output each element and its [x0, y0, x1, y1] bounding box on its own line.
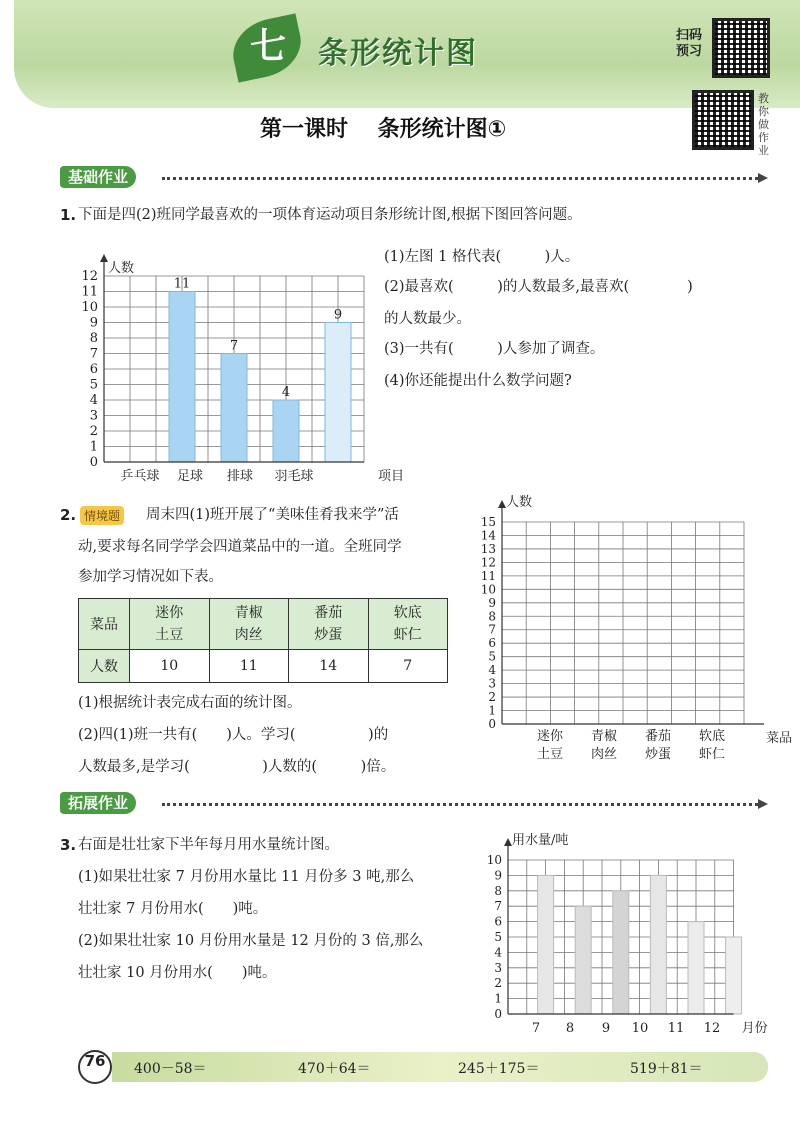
q3-prompt: 右面是壮壮家下半年每月用水量统计图。 — [78, 837, 339, 853]
y-axis-label: 人数 — [506, 495, 533, 510]
x-tick-label: 土豆 — [536, 747, 564, 762]
dish-table — [78, 598, 448, 683]
table-cell: 7 — [368, 650, 448, 683]
x-tick-label: 11 — [667, 1021, 685, 1036]
y-tick-label: 2 — [488, 690, 496, 705]
table-row-label: 人数 — [79, 650, 130, 683]
y-tick-label: 1 — [89, 439, 98, 455]
q2-line2: 动,要求每名同学学会四道菜品中的一道。全班同学 — [78, 539, 402, 555]
q1-sub3: (3)一共有( )人参加了调查。 — [384, 341, 605, 357]
x-axis-label: 项目 — [378, 469, 405, 484]
question-number: 3. — [60, 836, 77, 854]
q3-sub1a: (1)如果壮壮家 7 月份用水量比 11 月份多 3 吨,那么 — [78, 869, 415, 885]
y-axis-arrow — [504, 838, 512, 846]
y-tick-label: 6 — [488, 636, 496, 651]
scenario-tag: 情境题 — [80, 506, 124, 525]
bar — [169, 292, 195, 463]
question-number: 1. — [60, 206, 77, 224]
unit-number: 七 — [249, 26, 286, 67]
y-tick-label: 2 — [89, 424, 98, 439]
bar — [726, 937, 742, 1014]
x-tick-label: 肉丝 — [590, 747, 618, 762]
q2-sub1: (1)根据统计表完成右面的统计图。 — [78, 695, 302, 711]
bar — [688, 922, 704, 1014]
arrow-icon — [758, 173, 768, 183]
unit-title: 条形统计图 — [318, 36, 478, 71]
data-label: 11 — [173, 276, 191, 292]
chart-sports — [60, 230, 405, 492]
table-header: 菜品 — [79, 599, 130, 650]
data-label: 7 — [229, 338, 239, 354]
y-tick-label: 2 — [494, 976, 502, 991]
y-tick-label: 7 — [89, 346, 98, 362]
section-divider — [162, 803, 758, 806]
y-tick-label: 6 — [494, 914, 502, 929]
x-tick-label: 炒蛋 — [644, 747, 672, 762]
calc-item: 400－58＝ — [134, 1061, 207, 1077]
y-tick-label: 11 — [480, 568, 496, 583]
y-tick-label: 10 — [480, 582, 496, 597]
q2-sub2a: (2)四(1)班一共有( )人。学习( )的 — [78, 727, 389, 743]
table-cell: 番茄 炒蛋 — [289, 599, 369, 650]
calc-item: 245＋175＝ — [458, 1061, 540, 1077]
y-tick-label: 3 — [488, 676, 496, 691]
y-tick-label: 13 — [480, 541, 496, 556]
y-tick-label: 5 — [494, 930, 502, 944]
q2-line3: 参加学习情况如下表。 — [78, 569, 223, 585]
qr-code-icon-2[interactable] — [692, 90, 754, 150]
y-tick-label: 3 — [494, 960, 502, 975]
x-tick-label: 8 — [565, 1021, 575, 1036]
table-cell: 10 — [130, 650, 210, 683]
q3-sub1b: 壮壮家 7 月份用水( )吨。 — [78, 901, 268, 917]
chart-dishes — [478, 490, 793, 774]
y-tick-label: 8 — [488, 609, 496, 624]
bar — [273, 400, 299, 462]
y-tick-label: 8 — [89, 331, 98, 346]
table-cell: 软底 虾仁 — [368, 599, 448, 650]
q3-sub2b: 壮壮家 10 月份用水( )吨。 — [78, 965, 277, 981]
scan-label: 扫码预习 — [676, 28, 703, 59]
y-tick-label: 10 — [486, 853, 502, 867]
y-tick-label: 5 — [89, 377, 98, 393]
y-axis-label: 用水量/吨 — [512, 833, 569, 848]
arrow-icon — [758, 799, 768, 809]
table-cell: 青椒 肉丝 — [209, 599, 289, 650]
y-tick-label: 12 — [480, 555, 496, 570]
y-tick-label: 5 — [488, 649, 496, 664]
x-tick-label: 虾仁 — [698, 747, 726, 762]
y-axis-arrow — [498, 500, 506, 508]
x-tick-label: 软底 — [698, 729, 726, 744]
x-tick-label: 7 — [531, 1021, 541, 1036]
y-tick-label: 0 — [488, 717, 496, 731]
chart-water — [478, 828, 778, 1040]
bar — [538, 875, 554, 1014]
x-tick-label: 12 — [703, 1021, 721, 1036]
x-tick-label: 排球 — [226, 469, 254, 484]
x-tick-label: 迷你 — [536, 729, 564, 744]
table-cell: 14 — [289, 650, 369, 683]
y-tick-label: 4 — [488, 663, 496, 678]
data-label: 9 — [333, 307, 343, 323]
x-tick-label: 乒乓球 — [120, 469, 160, 484]
y-tick-label: 14 — [480, 528, 496, 543]
section-tag-basic: 基础作业 — [60, 166, 136, 188]
q1-sub2b: 的人数最少。 — [384, 311, 471, 327]
bar — [221, 354, 247, 463]
y-tick-label: 6 — [89, 362, 98, 377]
y-tick-label: 9 — [89, 315, 98, 331]
table-cell: 迷你 土豆 — [130, 599, 210, 650]
y-tick-label: 7 — [488, 622, 496, 637]
y-tick-label: 11 — [81, 284, 98, 300]
calc-item: 470＋64＝ — [298, 1061, 371, 1077]
q3-sub2a: (2)如果壮壮家 10 月份用水量是 12 月份的 3 倍,那么 — [78, 933, 424, 949]
bar — [575, 906, 591, 1014]
lesson-title: 第一课时 条形统计图① — [260, 117, 507, 142]
calc-item: 519＋81＝ — [630, 1061, 703, 1077]
y-tick-label: 1 — [494, 991, 502, 1006]
section-tag-extended: 拓展作业 — [60, 792, 136, 814]
y-tick-label: 12 — [81, 269, 98, 284]
y-tick-label: 10 — [81, 300, 98, 315]
x-tick-label: 10 — [631, 1021, 649, 1036]
y-tick-label: 1 — [488, 703, 496, 718]
page-number: 76 — [78, 1050, 112, 1084]
question-number: 2. — [60, 506, 77, 524]
bar — [325, 323, 351, 463]
y-tick-label: 0 — [494, 1007, 502, 1021]
y-tick-label: 3 — [89, 408, 98, 424]
x-axis-label: 菜品 — [766, 731, 793, 746]
y-axis-label: 人数 — [108, 261, 135, 276]
q1-sub1: (1)左图 1 格代表( )人。 — [384, 249, 580, 265]
y-tick-label: 4 — [494, 945, 502, 960]
q2-line1: 周末四(1)班开展了“美味佳肴我来学”活 — [146, 507, 399, 523]
q1-sub2a: (2)最喜欢( )的人数最多,最喜欢( ) — [384, 279, 693, 295]
q1-sub4: (4)你还能提出什么数学问题? — [384, 373, 572, 389]
x-tick-label: 番茄 — [644, 729, 672, 744]
qr-code-icon[interactable] — [712, 18, 770, 78]
section-divider — [162, 177, 758, 180]
y-tick-label: 9 — [488, 595, 496, 610]
y-tick-label: 9 — [494, 868, 502, 883]
y-tick-label: 8 — [494, 883, 502, 898]
x-tick-label: 足球 — [176, 469, 204, 484]
x-tick-label: 青椒 — [590, 729, 618, 744]
x-tick-label: 9 — [601, 1021, 611, 1036]
x-tick-label: 羽毛球 — [274, 469, 314, 484]
side-label: 教你做作业 — [758, 92, 769, 157]
q2-sub2b: 人数最多,是学习( )人数的( )倍。 — [78, 759, 396, 775]
y-tick-label: 0 — [89, 455, 98, 470]
data-label: 4 — [281, 385, 291, 400]
bar — [650, 875, 666, 1014]
y-axis-arrow — [100, 254, 108, 262]
bar — [613, 891, 629, 1014]
x-axis-label: 月份 — [741, 1021, 768, 1036]
table-cell: 11 — [209, 650, 289, 683]
y-tick-label: 4 — [89, 393, 98, 408]
y-tick-label: 15 — [480, 515, 496, 529]
y-tick-label: 7 — [494, 899, 502, 914]
question-prompt: 下面是四(2)班同学最喜欢的一项体育运动项目条形统计图,根据下图回答问题。 — [78, 207, 582, 223]
